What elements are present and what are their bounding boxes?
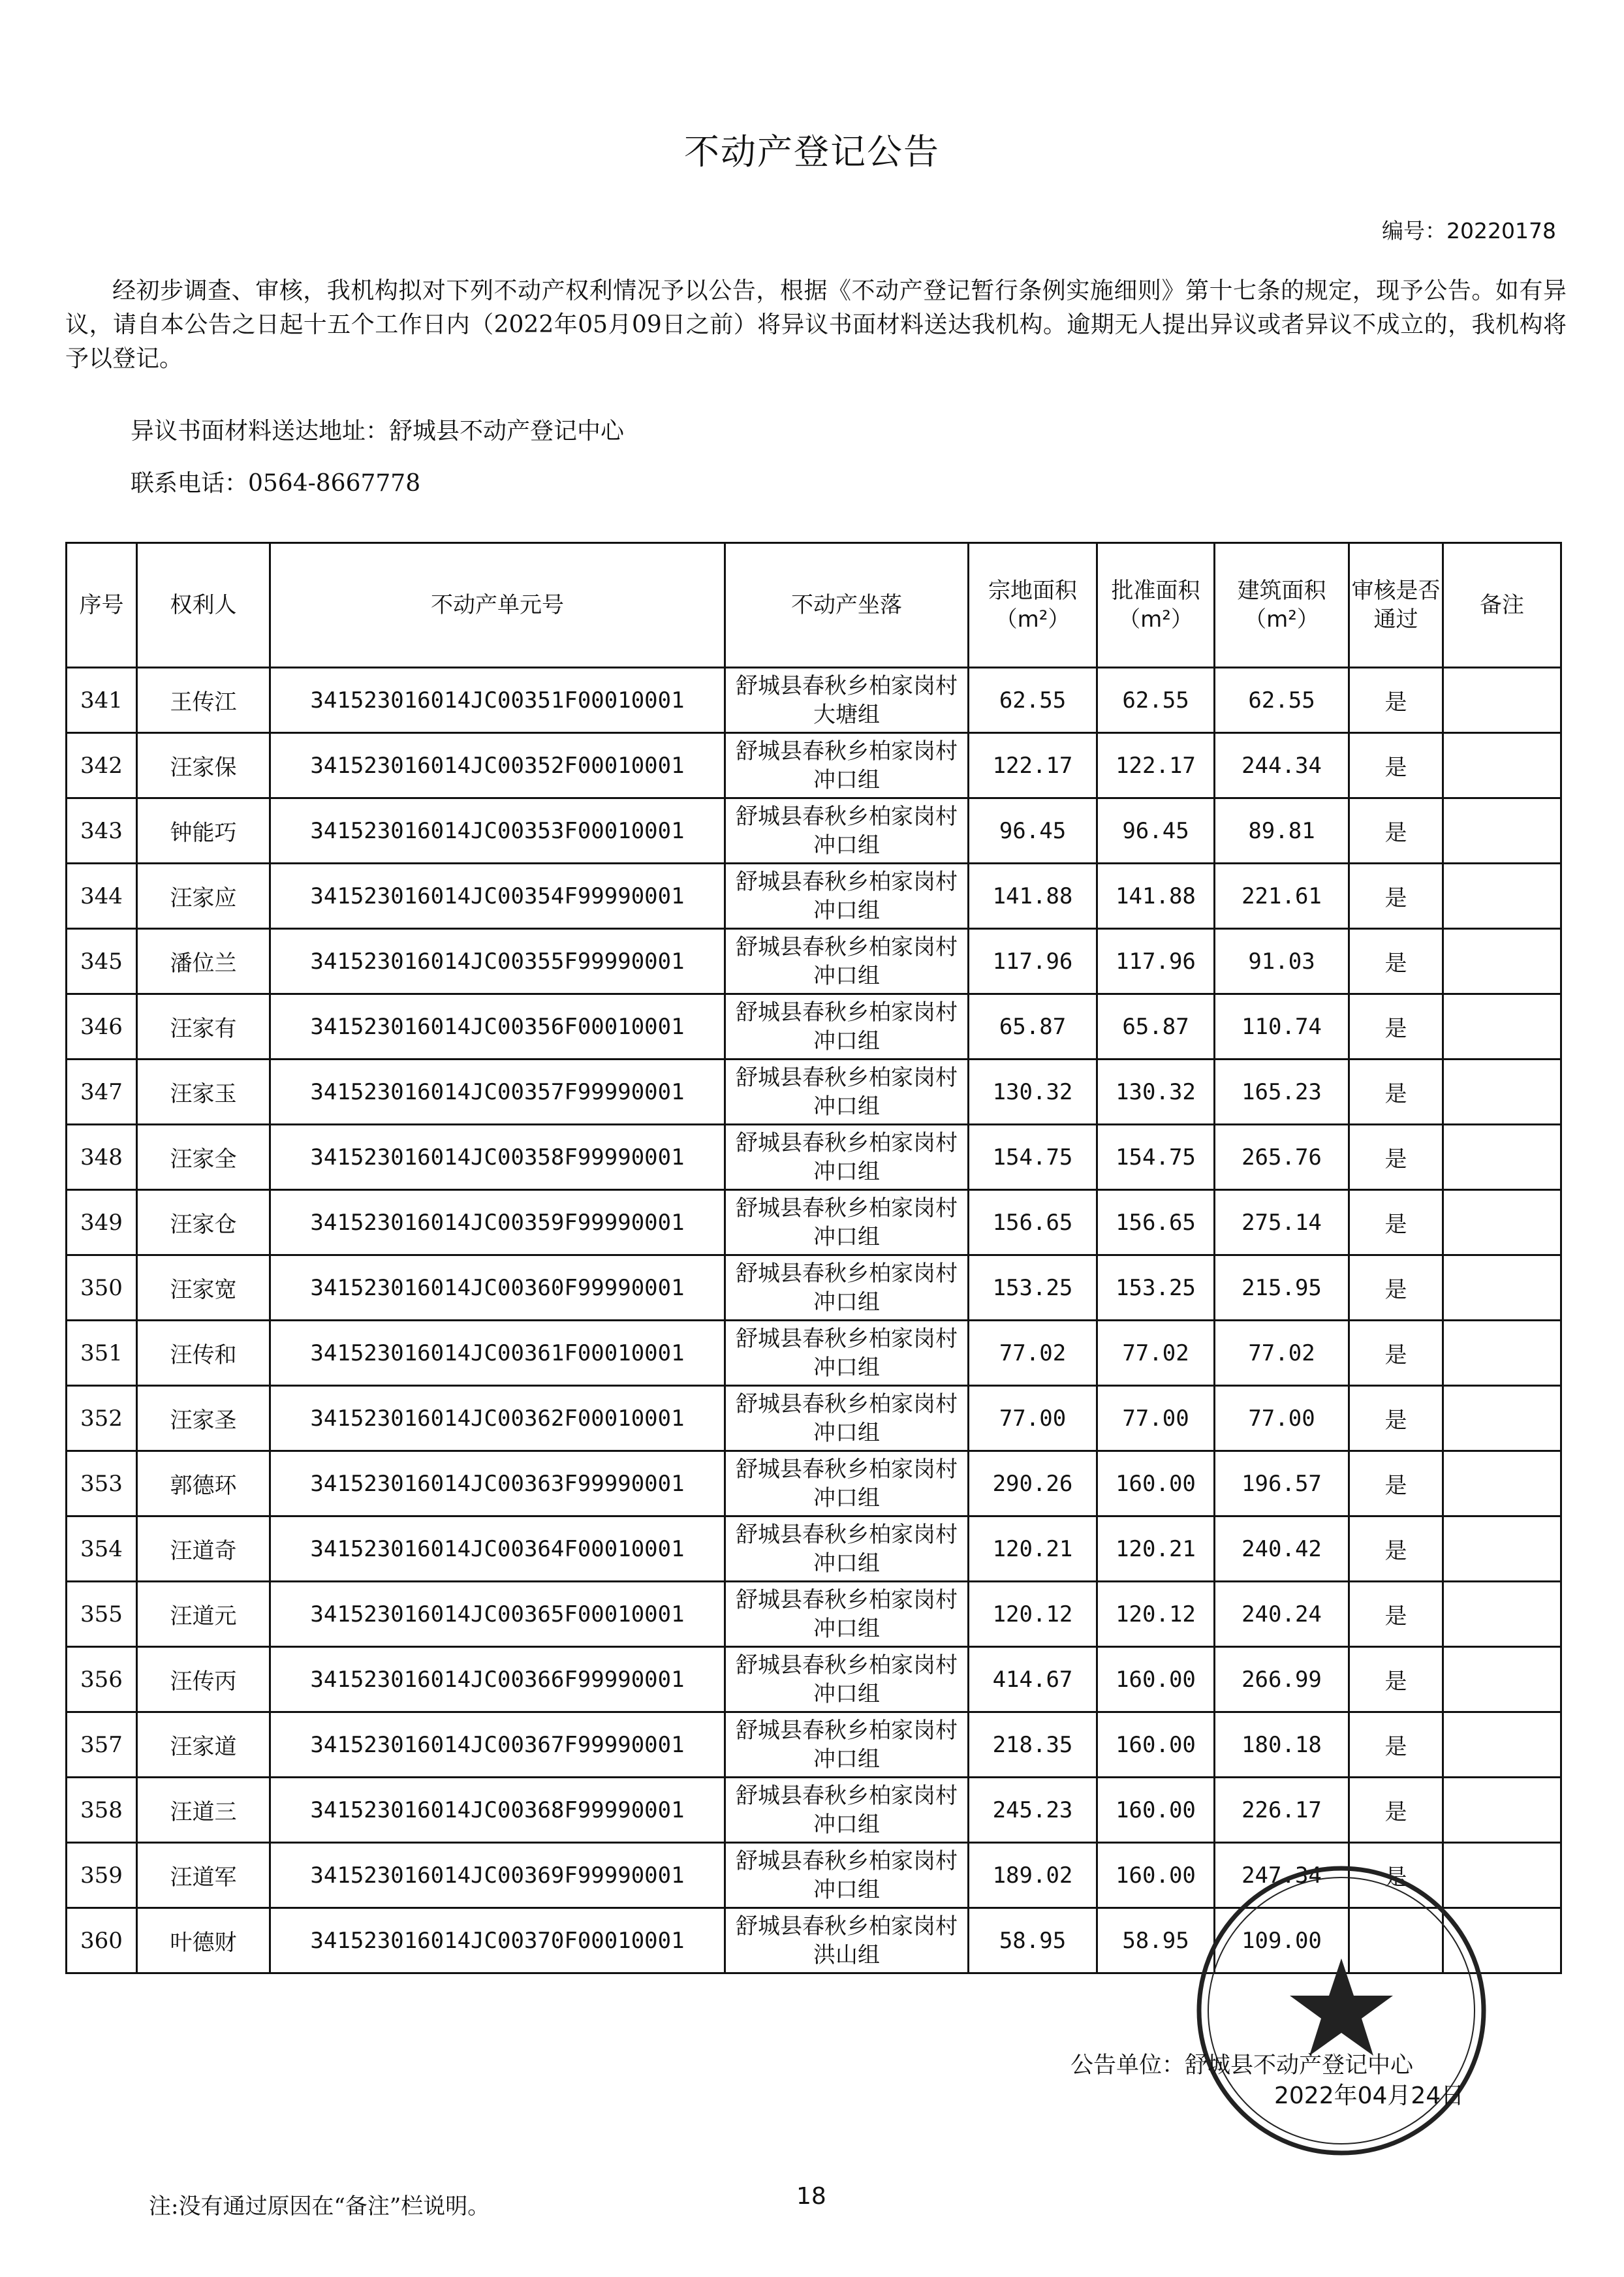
cell-seq: 352 xyxy=(67,1386,137,1451)
cell-unit-number: 341523016014JC00370F00010001 xyxy=(270,1908,725,1973)
cell-owner: 汪家圣 xyxy=(137,1386,270,1451)
table-row xyxy=(67,1125,1561,1190)
cell-seq: 351 xyxy=(67,1321,137,1386)
cell-approved-area: 160.00 xyxy=(1097,1843,1215,1908)
cell-location: 舒城县春秋乡柏家岗村冲口组 xyxy=(725,1060,969,1125)
cell-owner: 汪家应 xyxy=(137,864,270,929)
header-review-passed: 审核是否通过 xyxy=(1349,543,1443,668)
cell-seq: 360 xyxy=(67,1908,137,1973)
cell-location: 舒城县春秋乡柏家岗村冲口组 xyxy=(725,1386,969,1451)
cell-building-area: 266.99 xyxy=(1215,1647,1349,1712)
cell-owner: 汪家保 xyxy=(137,733,270,798)
page-title: 不动产登记公告 xyxy=(684,131,940,172)
cell-location: 舒城县春秋乡柏家岗村冲口组 xyxy=(725,1451,969,1516)
cell-owner: 汪传和 xyxy=(137,1321,270,1386)
cell-review-passed: 是 xyxy=(1349,929,1443,994)
cell-unit-number: 341523016014JC00355F99990001 xyxy=(270,929,725,994)
cell-land-area: 117.96 xyxy=(969,929,1097,994)
cell-owner: 王传江 xyxy=(137,668,270,733)
table-row xyxy=(67,1060,1561,1125)
footnote: 注:没有通过原因在“备注”栏说明。 xyxy=(149,2193,490,2220)
cell-remark xyxy=(1443,1386,1561,1451)
cell-remark xyxy=(1443,1712,1561,1778)
cell-location: 舒城县春秋乡柏家岗村冲口组 xyxy=(725,1843,969,1908)
cell-remark xyxy=(1443,1582,1561,1647)
cell-location: 舒城县春秋乡柏家岗村冲口组 xyxy=(725,929,969,994)
cell-building-area: 265.76 xyxy=(1215,1125,1349,1190)
cell-approved-area: 160.00 xyxy=(1097,1712,1215,1778)
cell-unit-number: 341523016014JC00357F99990001 xyxy=(270,1060,725,1125)
cell-approved-area: 77.00 xyxy=(1097,1386,1215,1451)
intro-paragraph: 经初步调查、审核，我机构拟对下列不动产权利情况予以公告，根据《不动产登记暂行条例实施细则》第十七条的规定，现予公告。如有异议，请自本公告之日起十五个工作日内（2022年05月09日之前）将异议书面材料送达我机构。逾期无人提出异议或者异议不成立的，我机构将予以登记。 xyxy=(65,277,1567,372)
cell-land-area: 218.35 xyxy=(969,1712,1097,1778)
cell-approved-area: 120.12 xyxy=(1097,1582,1215,1647)
table-row xyxy=(67,929,1561,994)
announcement-number: 编号：20220178 xyxy=(1382,218,1556,243)
cell-owner: 钟能巧 xyxy=(137,798,270,864)
cell-location: 舒城县春秋乡柏家岗村洪山组 xyxy=(725,1908,969,1973)
cell-building-area: 275.14 xyxy=(1215,1190,1349,1255)
cell-remark xyxy=(1443,1516,1561,1582)
cell-owner: 郭德环 xyxy=(137,1451,270,1516)
table-row xyxy=(67,1516,1561,1582)
table-row xyxy=(67,668,1561,733)
cell-building-area: 165.23 xyxy=(1215,1060,1349,1125)
cell-unit-number: 341523016014JC00361F00010001 xyxy=(270,1321,725,1386)
cell-building-area: 89.81 xyxy=(1215,798,1349,864)
cell-seq: 343 xyxy=(67,798,137,864)
cell-land-area: 62.55 xyxy=(969,668,1097,733)
cell-unit-number: 341523016014JC00365F00010001 xyxy=(270,1582,725,1647)
cell-remark xyxy=(1443,1778,1561,1843)
cell-owner: 汪道三 xyxy=(137,1778,270,1843)
cell-location: 舒城县春秋乡柏家岗村冲口组 xyxy=(725,1778,969,1843)
cell-unit-number: 341523016014JC00356F00010001 xyxy=(270,994,725,1060)
table-row xyxy=(67,864,1561,929)
cell-approved-area: 62.55 xyxy=(1097,668,1215,733)
table-row xyxy=(67,1451,1561,1516)
cell-approved-area: 117.96 xyxy=(1097,929,1215,994)
header-unit-number: 不动产单元号 xyxy=(270,543,725,668)
cell-seq: 357 xyxy=(67,1712,137,1778)
cell-building-area: 109.00 xyxy=(1215,1908,1349,1973)
cell-location: 舒城县春秋乡柏家岗村冲口组 xyxy=(725,798,969,864)
header-building-area: 建筑面积（m²） xyxy=(1215,543,1349,668)
cell-approved-area: 153.25 xyxy=(1097,1255,1215,1321)
cell-land-area: 156.65 xyxy=(969,1190,1097,1255)
cell-seq: 341 xyxy=(67,668,137,733)
cell-building-area: 240.42 xyxy=(1215,1516,1349,1582)
cell-building-area: 196.57 xyxy=(1215,1451,1349,1516)
cell-owner: 潘位兰 xyxy=(137,929,270,994)
cell-seq: 353 xyxy=(67,1451,137,1516)
table-row xyxy=(67,1190,1561,1255)
cell-review-passed: 是 xyxy=(1349,1190,1443,1255)
official-seal xyxy=(1191,1861,1491,2161)
cell-location: 舒城县春秋乡柏家岗村冲口组 xyxy=(725,733,969,798)
cell-unit-number: 341523016014JC00358F99990001 xyxy=(270,1125,725,1190)
cell-building-area: 180.18 xyxy=(1215,1712,1349,1778)
cell-remark xyxy=(1443,1190,1561,1255)
cell-review-passed: 是 xyxy=(1349,1778,1443,1843)
table-row xyxy=(67,1582,1561,1647)
cell-approved-area: 160.00 xyxy=(1097,1647,1215,1712)
cell-owner: 汪家玉 xyxy=(137,1060,270,1125)
cell-building-area: 62.55 xyxy=(1215,668,1349,733)
cell-building-area: 215.95 xyxy=(1215,1255,1349,1321)
cell-owner: 叶德财 xyxy=(137,1908,270,1973)
announcement-date: 2022年04月24日 xyxy=(1274,2082,1465,2109)
table-row xyxy=(67,1321,1561,1386)
cell-unit-number: 341523016014JC00368F99990001 xyxy=(270,1778,725,1843)
cell-land-area: 153.25 xyxy=(969,1255,1097,1321)
cell-review-passed: 是 xyxy=(1349,1451,1443,1516)
cell-review-passed: 是 xyxy=(1349,798,1443,864)
cell-approved-area: 96.45 xyxy=(1097,798,1215,864)
cell-unit-number: 341523016014JC00364F00010001 xyxy=(270,1516,725,1582)
cell-review-passed: 是 xyxy=(1349,1582,1443,1647)
cell-approved-area: 122.17 xyxy=(1097,733,1215,798)
cell-remark xyxy=(1443,994,1561,1060)
cell-remark xyxy=(1443,1255,1561,1321)
cell-owner: 汪家宽 xyxy=(137,1255,270,1321)
seal-star-icon xyxy=(1290,1958,1393,2056)
header-remark: 备注 xyxy=(1443,543,1561,668)
announcing-unit: 公告单位：舒城县不动产登记中心 xyxy=(1070,2052,1414,2079)
table-row xyxy=(67,1712,1561,1778)
cell-land-area: 189.02 xyxy=(969,1843,1097,1908)
cell-seq: 349 xyxy=(67,1190,137,1255)
cell-approved-area: 130.32 xyxy=(1097,1060,1215,1125)
table-row xyxy=(67,1386,1561,1451)
cell-location: 舒城县春秋乡柏家岗村冲口组 xyxy=(725,1125,969,1190)
cell-seq: 359 xyxy=(67,1843,137,1908)
cell-location: 舒城县春秋乡柏家岗村冲口组 xyxy=(725,1516,969,1582)
cell-owner: 汪道军 xyxy=(137,1843,270,1908)
cell-location: 舒城县春秋乡柏家岗村冲口组 xyxy=(725,1321,969,1386)
cell-seq: 345 xyxy=(67,929,137,994)
cell-land-area: 141.88 xyxy=(969,864,1097,929)
cell-land-area: 130.32 xyxy=(969,1060,1097,1125)
cell-seq: 355 xyxy=(67,1582,137,1647)
cell-remark xyxy=(1443,1060,1561,1125)
cell-owner: 汪家仓 xyxy=(137,1190,270,1255)
cell-land-area: 77.02 xyxy=(969,1321,1097,1386)
cell-seq: 342 xyxy=(67,733,137,798)
cell-remark xyxy=(1443,733,1561,798)
table-row xyxy=(67,798,1561,864)
cell-land-area: 154.75 xyxy=(969,1125,1097,1190)
table-header-row xyxy=(67,543,1561,668)
cell-review-passed: 是 xyxy=(1349,668,1443,733)
cell-review-passed: 是 xyxy=(1349,1386,1443,1451)
cell-approved-area: 156.65 xyxy=(1097,1190,1215,1255)
cell-location: 舒城县春秋乡柏家岗村冲口组 xyxy=(725,864,969,929)
cell-land-area: 122.17 xyxy=(969,733,1097,798)
cell-building-area: 247.34 xyxy=(1215,1843,1349,1908)
cell-building-area: 91.03 xyxy=(1215,929,1349,994)
cell-review-passed: 是 xyxy=(1349,1843,1443,1908)
page-number: 18 xyxy=(796,2183,826,2210)
table-row xyxy=(67,733,1561,798)
cell-building-area: 77.02 xyxy=(1215,1321,1349,1386)
cell-seq: 358 xyxy=(67,1778,137,1843)
cell-land-area: 290.26 xyxy=(969,1451,1097,1516)
cell-remark xyxy=(1443,1647,1561,1712)
header-location: 不动产坐落 xyxy=(725,543,969,668)
cell-owner: 汪传丙 xyxy=(137,1647,270,1712)
cell-seq: 356 xyxy=(67,1647,137,1712)
cell-building-area: 110.74 xyxy=(1215,994,1349,1060)
cell-review-passed: 是 xyxy=(1349,994,1443,1060)
cell-location: 舒城县春秋乡柏家岗村冲口组 xyxy=(725,1255,969,1321)
cell-approved-area: 120.21 xyxy=(1097,1516,1215,1582)
header-owner: 权利人 xyxy=(137,543,270,668)
cell-unit-number: 341523016014JC00354F99990001 xyxy=(270,864,725,929)
cell-remark xyxy=(1443,929,1561,994)
cell-review-passed: 是 xyxy=(1349,1060,1443,1125)
cell-location: 舒城县春秋乡柏家岗村冲口组 xyxy=(725,1190,969,1255)
cell-unit-number: 341523016014JC00363F99990001 xyxy=(270,1451,725,1516)
cell-remark xyxy=(1443,864,1561,929)
cell-location: 舒城县春秋乡柏家岗村冲口组 xyxy=(725,1582,969,1647)
cell-seq: 350 xyxy=(67,1255,137,1321)
cell-remark xyxy=(1443,668,1561,733)
cell-unit-number: 341523016014JC00362F00010001 xyxy=(270,1386,725,1451)
cell-unit-number: 341523016014JC00359F99990001 xyxy=(270,1190,725,1255)
cell-location: 舒城县春秋乡柏家岗村冲口组 xyxy=(725,994,969,1060)
cell-owner: 汪道奇 xyxy=(137,1516,270,1582)
cell-land-area: 245.23 xyxy=(969,1778,1097,1843)
cell-approved-area: 65.87 xyxy=(1097,994,1215,1060)
cell-unit-number: 341523016014JC00352F00010001 xyxy=(270,733,725,798)
cell-building-area: 77.00 xyxy=(1215,1386,1349,1451)
cell-review-passed: 是 xyxy=(1349,1516,1443,1582)
cell-building-area: 244.34 xyxy=(1215,733,1349,798)
cell-land-area: 414.67 xyxy=(969,1647,1097,1712)
cell-remark xyxy=(1443,1125,1561,1190)
cell-land-area: 120.12 xyxy=(969,1582,1097,1647)
cell-land-area: 120.21 xyxy=(969,1516,1097,1582)
cell-approved-area: 160.00 xyxy=(1097,1451,1215,1516)
cell-approved-area: 160.00 xyxy=(1097,1778,1215,1843)
contact-phone: 联系电话：0564-8667778 xyxy=(131,470,421,497)
cell-unit-number: 341523016014JC00353F00010001 xyxy=(270,798,725,864)
cell-land-area: 58.95 xyxy=(969,1908,1097,1973)
cell-building-area: 221.61 xyxy=(1215,864,1349,929)
cell-approved-area: 58.95 xyxy=(1097,1908,1215,1973)
cell-owner: 汪家有 xyxy=(137,994,270,1060)
header-seq: 序号 xyxy=(67,543,137,668)
cell-land-area: 65.87 xyxy=(969,994,1097,1060)
objection-address: 异议书面材料送达地址：舒城县不动产登记中心 xyxy=(131,418,625,445)
cell-unit-number: 341523016014JC00351F00010001 xyxy=(270,668,725,733)
cell-review-passed: 是 xyxy=(1349,1125,1443,1190)
cell-approved-area: 141.88 xyxy=(1097,864,1215,929)
cell-remark xyxy=(1443,798,1561,864)
table-row xyxy=(67,1647,1561,1712)
cell-unit-number: 341523016014JC00360F99990001 xyxy=(270,1255,725,1321)
cell-land-area: 77.00 xyxy=(969,1386,1097,1451)
header-approved-area: 批准面积（m²） xyxy=(1097,543,1215,668)
cell-location: 舒城县春秋乡柏家岗村大塘组 xyxy=(725,668,969,733)
cell-seq: 346 xyxy=(67,994,137,1060)
cell-unit-number: 341523016014JC00366F99990001 xyxy=(270,1647,725,1712)
cell-seq: 354 xyxy=(67,1516,137,1582)
property-table xyxy=(65,542,1562,1974)
cell-review-passed: 是 xyxy=(1349,1647,1443,1712)
cell-review-passed: 是 xyxy=(1349,1712,1443,1778)
cell-remark xyxy=(1443,1451,1561,1516)
cell-remark xyxy=(1443,1321,1561,1386)
table-row xyxy=(67,1778,1561,1843)
cell-unit-number: 341523016014JC00367F99990001 xyxy=(270,1712,725,1778)
cell-review-passed: 是 xyxy=(1349,864,1443,929)
cell-unit-number: 341523016014JC00369F99990001 xyxy=(270,1843,725,1908)
header-land-area: 宗地面积（m²） xyxy=(969,543,1097,668)
cell-building-area: 226.17 xyxy=(1215,1778,1349,1843)
cell-review-passed: 是 xyxy=(1349,1255,1443,1321)
cell-owner: 汪家全 xyxy=(137,1125,270,1190)
cell-seq: 348 xyxy=(67,1125,137,1190)
cell-review-passed: 是 xyxy=(1349,1321,1443,1386)
cell-owner: 汪家道 xyxy=(137,1712,270,1778)
cell-approved-area: 77.02 xyxy=(1097,1321,1215,1386)
cell-seq: 347 xyxy=(67,1060,137,1125)
cell-location: 舒城县春秋乡柏家岗村冲口组 xyxy=(725,1647,969,1712)
cell-approved-area: 154.75 xyxy=(1097,1125,1215,1190)
cell-review-passed: 是 xyxy=(1349,733,1443,798)
cell-seq: 344 xyxy=(67,864,137,929)
table-row xyxy=(67,1255,1561,1321)
table-row xyxy=(67,994,1561,1060)
cell-land-area: 96.45 xyxy=(969,798,1097,864)
cell-location: 舒城县春秋乡柏家岗村冲口组 xyxy=(725,1712,969,1778)
cell-building-area: 240.24 xyxy=(1215,1582,1349,1647)
cell-owner: 汪道元 xyxy=(137,1582,270,1647)
